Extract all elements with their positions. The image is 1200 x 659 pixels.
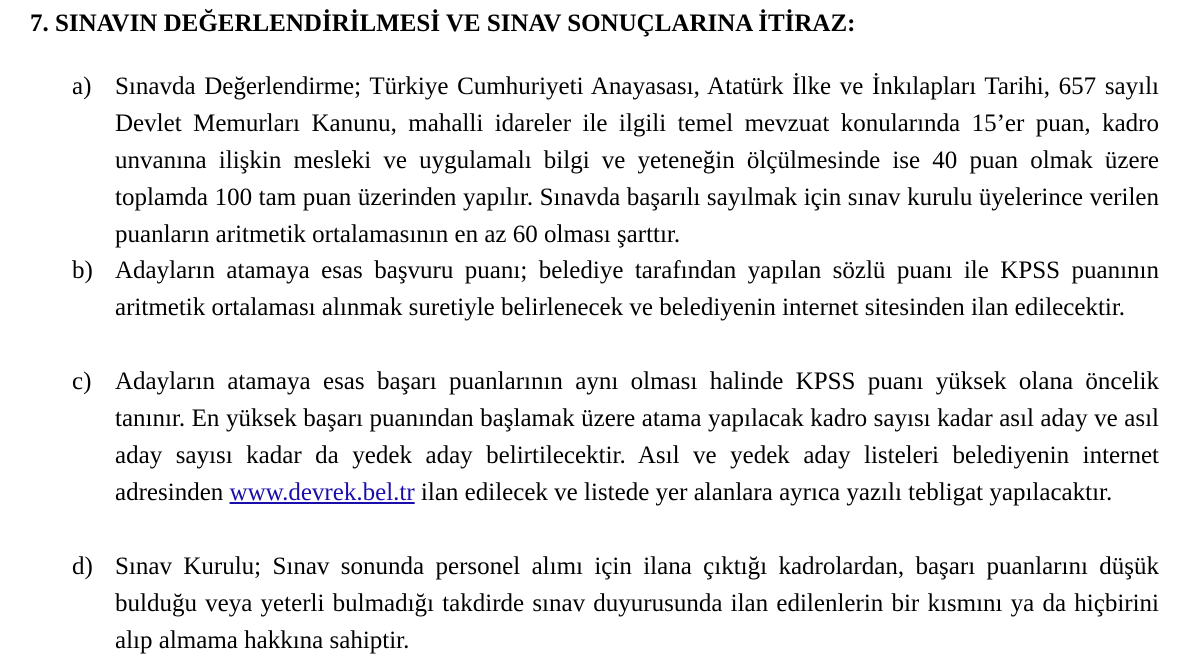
list-item-a	[72, 68, 1159, 253]
item-text-c	[115, 363, 1159, 511]
item-text-b: Adayların atamaya esas başvuru puanı; belediye tarafından yapılan sözlü puanı ile KPSS puanının aritmetik ortalaması alınmak suretiyle belirlenecek ve belediyenin internet sitesinden ilan edilecektir.	[115, 257, 1159, 321]
list-item-d	[72, 548, 1159, 659]
item-marker-b: b)	[72, 257, 93, 284]
item-text-d: Sınav Kurulu; Sınav sonunda personel alımı için ilana çıktığı kadrolardan, başarı puanlarını düşük bulduğu veya yeterli bulmadığı takdirde sınav duyurusunda ilan edilenlerin bir kısmını ya da hiçbirini alıp almama hakkına sahiptir.	[115, 553, 1159, 654]
item-marker-d: d)	[72, 553, 93, 580]
list-item-c	[72, 363, 1159, 511]
section-heading: 7. SINAVIN DEĞERLENDİRİLMESİ VE SINAV SONUÇLARINA İTİRAZ:	[30, 10, 856, 37]
item-text-c-before-link: Adayların atamaya esas başarı puanlarının aynı olması halinde KPSS puanı yüksek olana öncelik tanınır. En yüksek başarı puanından başlamak üzere atama yapılacak kadro sayısı kadar asıl aday ve asıl aday sayısı kadar da yedek aday belirtilecektir. Asıl ve yedek aday listeleri belediyenin internet adresinden	[115, 368, 1159, 506]
item-text-a: Sınavda Değerlendirme; Türkiye Cumhuriyeti Anayasası, Atatürk İlke ve İnkılapları Tarihi, 657 sayılı Devlet Memurları Kanunu, mahalli idareler ile ilgili temel mevzuat konularında 15’er puan, kadro unvanına ilişkin mesleki ve uygulamalı bilgi ve yeteneğin ölçülmesinde ise 40 puan olmak üzere toplamda 100 tam puan üzerinden yapılır. Sınavda başarılı sayılmak için sınav kurulu üyelerince verilen puanların aritmetik ortalamasının en az 60 olması şarttır.	[115, 73, 1159, 248]
item-text-c-after-link: ilan edilecek ve listede yer alanlara ayrıca yazılı tebligat yapılacaktır.	[414, 479, 1113, 506]
website-link[interactable]: www.devrek.bel.tr	[229, 479, 415, 506]
list-item-b	[72, 252, 1159, 326]
item-marker-c: c)	[72, 368, 92, 395]
item-marker-a: a)	[72, 73, 92, 100]
